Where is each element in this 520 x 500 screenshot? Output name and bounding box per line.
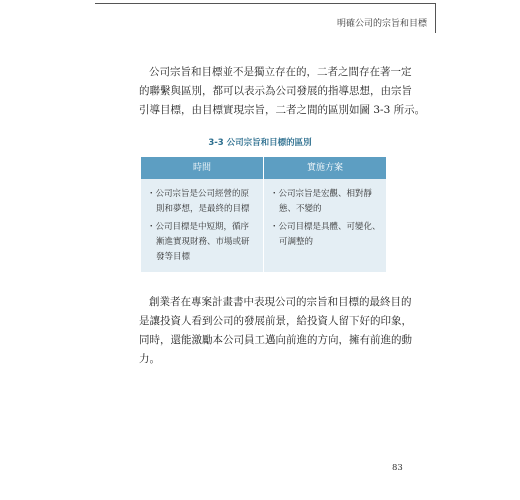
item-line: ・公司目標是中短期，循序 [147, 222, 250, 232]
paragraph-line: 的聯繫與區別，都可以表示為公司發展的指導思想，由宗旨 [139, 85, 412, 97]
item-line: 漸進實現財務、市場或研 [156, 237, 250, 247]
header-vertical-rule [435, 3, 436, 33]
table-column-divider [263, 157, 264, 272]
running-header [95, 0, 435, 38]
list-item [270, 220, 382, 250]
list-item [147, 220, 259, 265]
paragraph-line: 公司宗旨和目標並不是獨立存在的，二者之間存在著一定 [149, 66, 412, 78]
paragraph-line: 創業者在專案計畫書中表現公司的宗旨和目標的最終目的 [149, 296, 412, 308]
paragraph-line: 力。 [139, 353, 160, 365]
table-header-time: 時間 [192, 163, 211, 173]
paragraph-line: 是讓投資人看到公司的發展前景，給投資人留下好的印象， [139, 315, 412, 327]
item-line: 發等目標 [156, 252, 191, 262]
table-column-plan [270, 187, 382, 253]
list-item [270, 187, 382, 217]
figure-caption: 3-3 公司宗旨和目標的區別 [208, 138, 312, 148]
item-line: 可調整的 [279, 237, 314, 247]
chapter-title: 明確公司的宗旨和目標 [336, 19, 427, 29]
item-line: ・公司目標是具體、可變化、 [270, 222, 381, 232]
intro-paragraph [139, 63, 425, 120]
item-line: ・公司宗旨是公司經營的原 [147, 189, 250, 199]
list-item [147, 187, 259, 217]
comparison-table [141, 157, 386, 272]
item-line: ・公司宗旨是宏觀、相對靜 [270, 189, 373, 199]
table-header-plan: 實施方案 [306, 163, 343, 173]
item-line: 態、不變的 [279, 204, 322, 214]
header-top-rule [95, 3, 435, 4]
closing-paragraph [139, 293, 412, 369]
table-column-time [147, 187, 259, 268]
page-number: 83 [392, 463, 403, 473]
paragraph-line: 同時，還能激勵本公司員工邁向前進的方向，擁有前進的動 [139, 334, 412, 346]
item-line: 則和夢想，是最終的目標 [156, 204, 250, 214]
paragraph-line: 引導目標，由目標實現宗旨，二者之間的區別如圖 3-3 所示。 [139, 104, 426, 116]
